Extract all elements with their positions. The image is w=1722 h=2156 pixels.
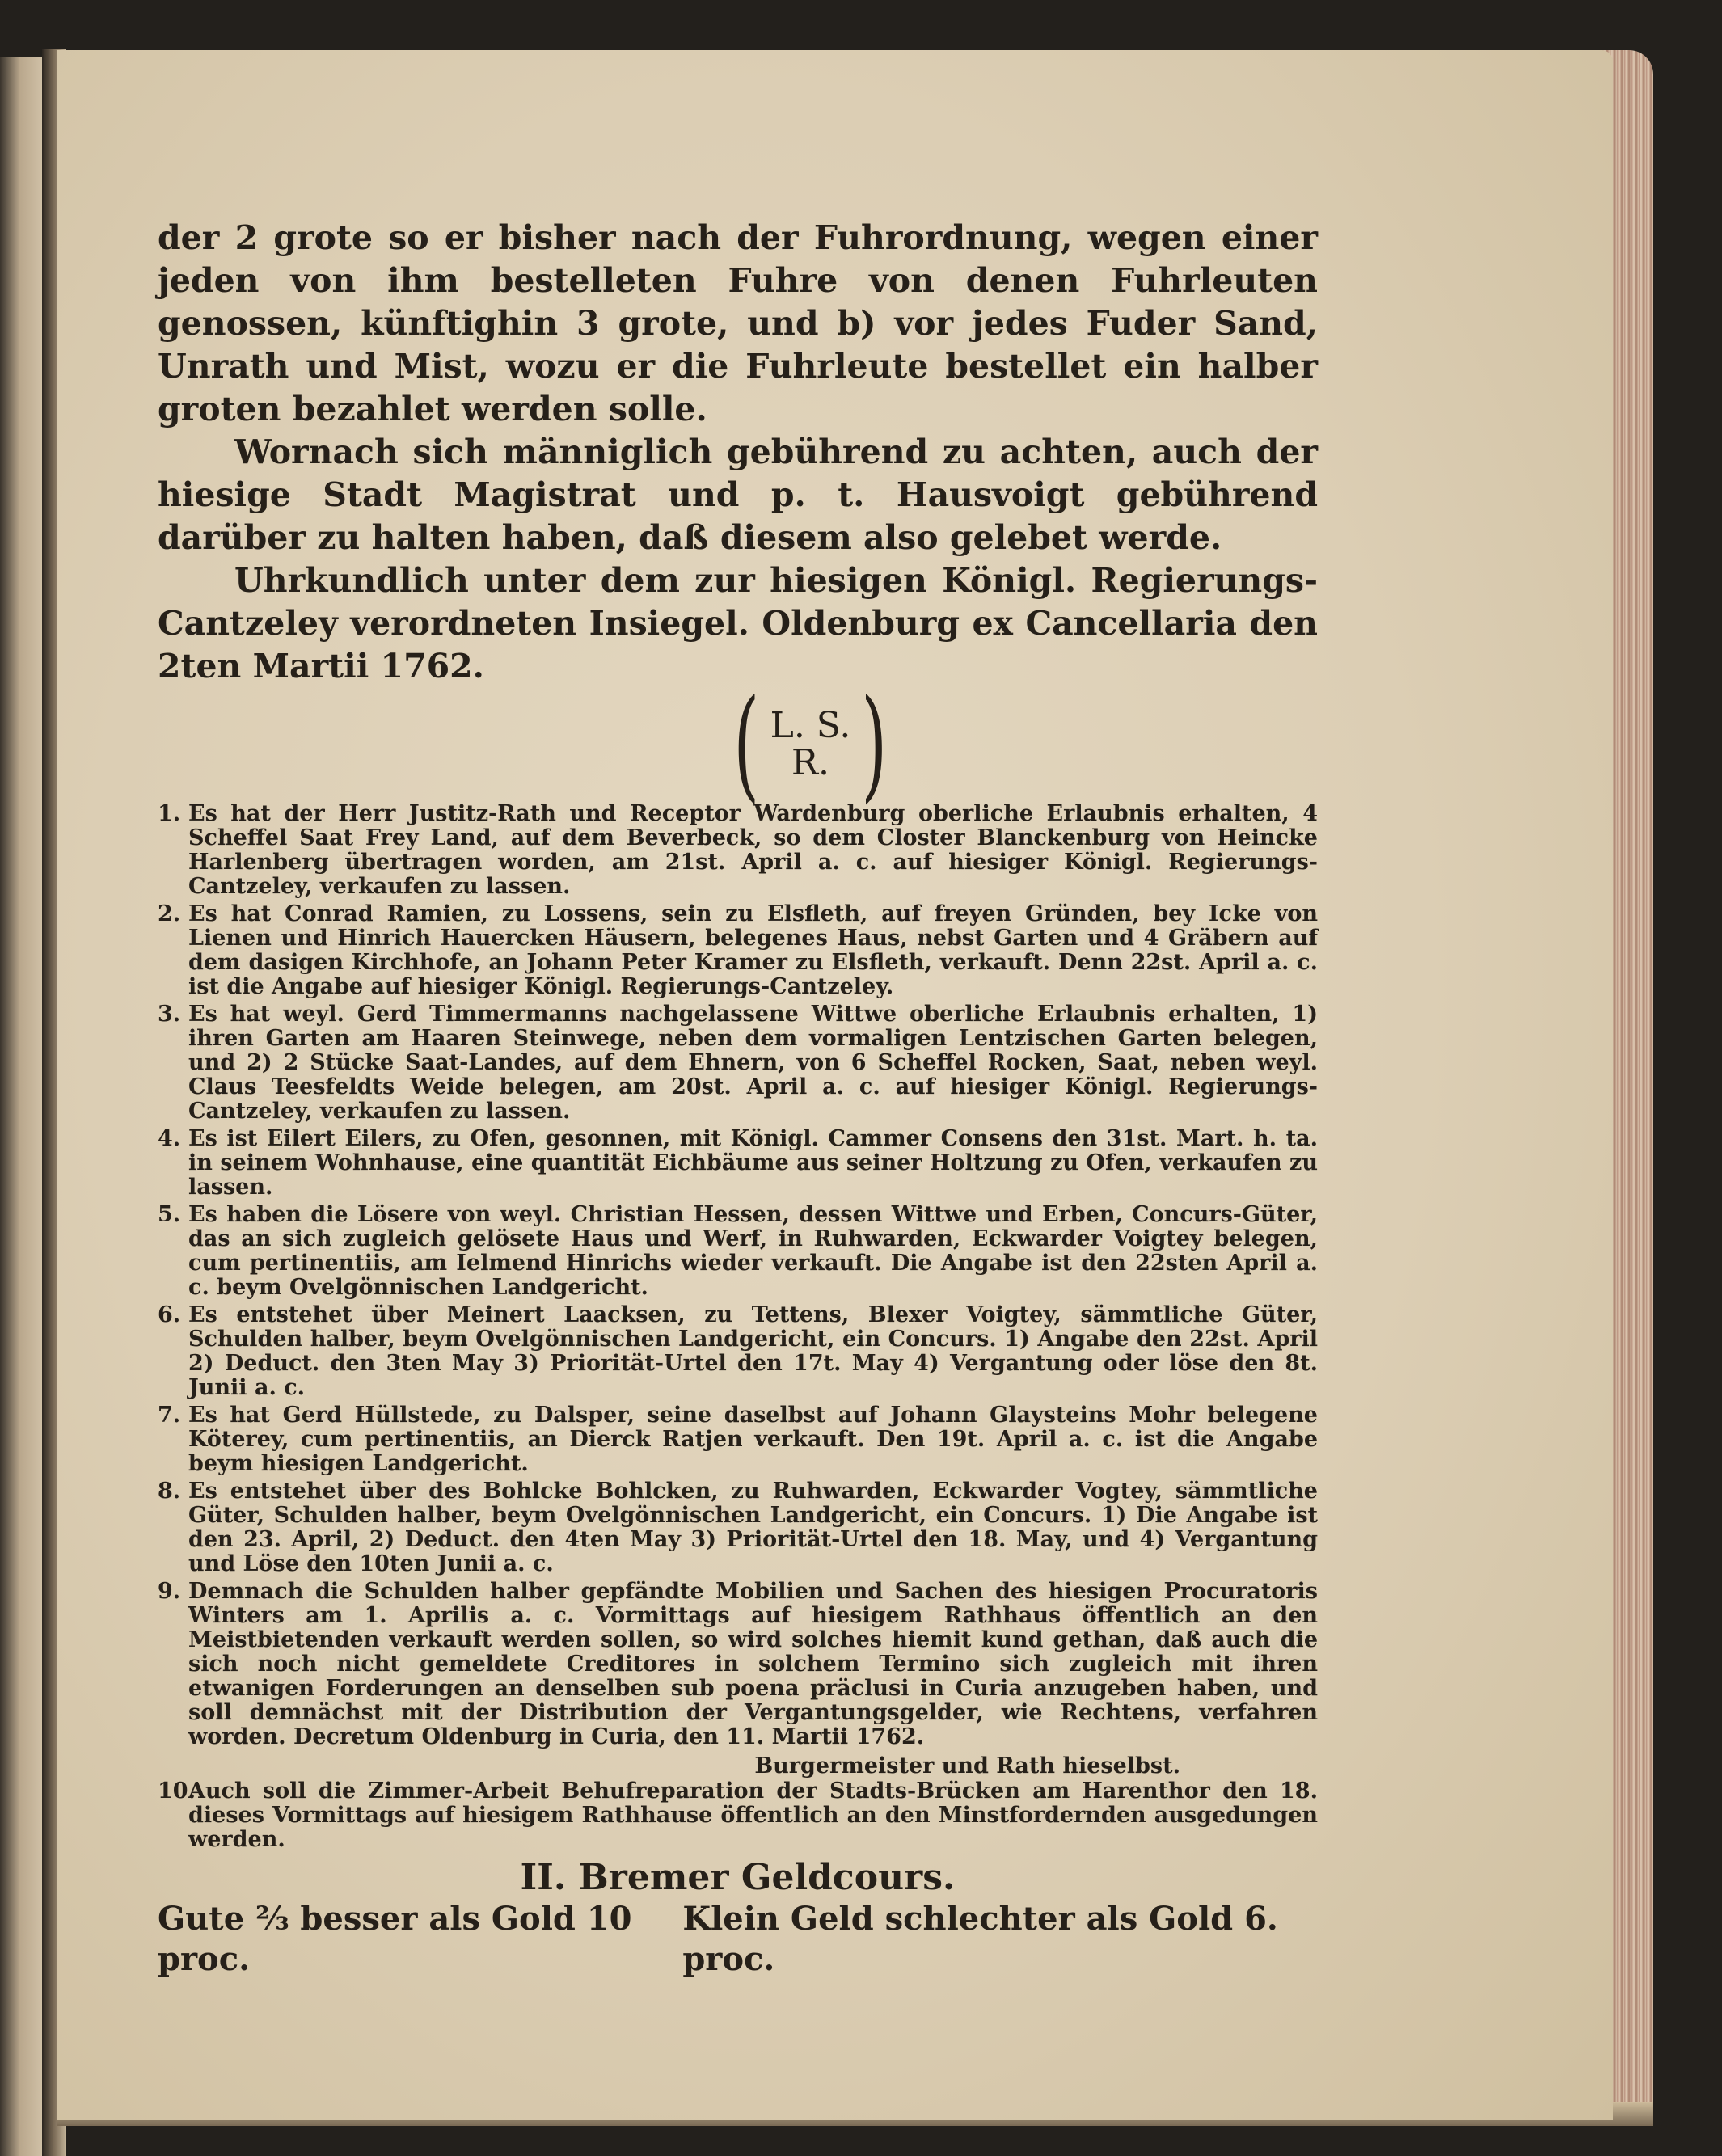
item-number: 3. — [158, 1002, 181, 1027]
item-number: 9. — [158, 1579, 181, 1604]
item-text: Demnach die Schulden halber gepfändte Mobilien und Sachen des hiesigen Procuratoris Winters am 1. Aprilis a. c. Vormittags auf hiesigem Rathhaus öffentlich an den Meistbietenden verkauft werden sollen, so wird solches hiemit kund gethan, daß auch die sich noch nicht gemeldete Creditores in solchem Termino sich zugleich mit ihren etwanigen Forderungen an denselben sub poena präclusi in Curia anzugeben haben, und soll demnächst mit der Distribution der Vergantungsgelder, wie Rechtens, verfahren worden. Decretum Oldenburg in Curia, den 11. Martii 1762. — [188, 1579, 1318, 1749]
item-text: Auch soll die Zimmer-Arbeit Behufreparation der Stadts-Brücken am Harenthor den 18. dieses Vormittags auf hiesigem Rathhause öffentlich an den Minstfordernden ausgedungen werden. — [188, 1778, 1318, 1852]
notice-item — [158, 1127, 1318, 1200]
seal-bottom: R. — [791, 742, 830, 783]
exchange-rates — [158, 1899, 1318, 1980]
item-number: 5. — [158, 1202, 181, 1227]
seal-letters — [770, 707, 851, 782]
signature-line: Burgermeister und Rath hieselbst. — [754, 1753, 1180, 1778]
page-text — [158, 217, 1318, 1980]
item-number: 7. — [158, 1403, 181, 1428]
notice-item — [158, 902, 1318, 999]
section-heading: II. Bremer Geldcours. — [520, 1857, 956, 1898]
notice-item — [158, 1203, 1318, 1300]
intro-paragraph-2: Wornach sich männiglich gebührend zu achten, auch der hiesige Stadt Magistrat und p. t. Hausvoigt gebührend darüber zu halten haben, daß diesem also gelebet werde. — [158, 432, 1318, 557]
item-number: 1. — [158, 801, 181, 826]
notice-item — [158, 1403, 1318, 1476]
item-text: Es ist Eilert Eilers, zu Ofen, gesonnen, mit Königl. Cammer Consens den 31st. Mart. h. ta. in seinem Wohnhause, eine quantität Eichbäume aus seiner Holtzung zu Ofen, verkaufen zu lassen. — [188, 1126, 1318, 1200]
item-number: 8. — [158, 1479, 181, 1504]
intro-paragraph-3: Uhrkundlich unter dem zur hiesigen Königl. Regierungs-Cantzeley verordneten Insiegel. Oldenburg ex Cancellaria den 2ten Martii 1762. — [158, 561, 1318, 686]
item-number: 6. — [158, 1302, 181, 1327]
notice-item — [158, 1779, 1318, 1852]
item-text: Es entstehet über Meinert Laacksen, zu Tettens, Blexer Voigtey, sämmtliche Güter, Schulden halber, beym Ovelgönnischen Landgericht, ein Concurs. 1) Angabe den 22st. April 2) Deduct. den 3ten May 3) Priorität-Urtel den 17t. May 4) Vergantung oder löse den 8t. Junii a. c. — [188, 1302, 1318, 1400]
item-text: Es hat weyl. Gerd Timmermanns nachgelassene Wittwe oberliche Erlaubnis erhalten, 1) ihren Garten am Haaren Steinwege, neben dem vormaligen Lentzischen Garten belegen, und 2) 2 Stücke Saat-Landes, auf dem Ehnern, von 6 Scheffel Rocken, Saat, neben weyl. Claus Teesfeldts Weide belegen, am 20st. April a. c. auf hiesiger Königl. Regierungs-Cantzeley, verkaufen zu lassen. — [188, 1002, 1318, 1124]
notice-item — [158, 802, 1318, 899]
item-text: Es haben die Lösere von weyl. Christian Hessen, dessen Wittwe und Erben, Concurs-Güter, das an sich zugleich gelösete Haus und Werf, in Ruhwarden, Eckwarder Voigtey belegen, cum pertinentiis, am Ielmend Hinrichs wieder verkauft. Die Angabe ist den 22sten April a. c. beym Ovelgönnischen Landgericht. — [188, 1202, 1318, 1300]
item-text: Es hat Conrad Ramien, zu Lossens, sein zu Elsfleth, auf freyen Gründen, bey Icke von Lienen und Hinrich Hauercken Häusern, belegenes Haus, nebst Garten und 4 Gräbern auf dem dasigen Kirchhofe, an Johann Peter Kramer zu Elsfleth, verkauft. Denn 22st. April a. c. ist die Angabe auf hiesiger Königl. Regierungs-Cantzeley. — [188, 901, 1318, 999]
rate-left: Gute ⅔ besser als Gold 10 proc. — [158, 1900, 632, 1978]
seal-left-parenthesis: ( — [733, 674, 760, 815]
seal-mark — [303, 674, 1318, 815]
item-number: 10. — [158, 1778, 196, 1804]
item-text: Es entstehet über des Bohlcke Bohlcken, zu Ruhwarden, Eckwarder Vogtey, sämmtliche Güter, Schulden halber, beym Ovelgönnischen Landgericht, ein Concurs. 1) Die Angabe ist den 23. April, 2) Deduct. den 4ten May 3) Priorität-Urtel den 18. May, und 4) Vergantung und Löse den 10ten Junii a. c. — [188, 1479, 1318, 1576]
seal-right-parenthesis: ) — [861, 674, 888, 815]
notice-item — [158, 1303, 1318, 1400]
notice-item — [158, 1479, 1318, 1576]
intro-paragraph-1: der 2 grote so er bisher nach der Fuhrordnung, wegen einer jeden von ihm bestelleten Fuhre von denen Fuhrleuten genossen, künftighin 3 grote, und b) vor jedes Fuder Sand, Unrath und Mist, wozu er die Fuhrleute bestellet ein halber groten bezahlet werden solle. — [158, 218, 1318, 428]
item-text: Es hat der Herr Justitz-Rath und Receptor Wardenburg oberliche Erlaubnis erhalten, 4 Scheffel Saat Frey Land, auf dem Beverbeck, so dem Closter Blanckenburg von Heincke Harlenberg übertragen worden, am 21st. April a. c. auf hiesiger Königl. Regierungs-Cantzeley, verkaufen zu lassen. — [188, 801, 1318, 899]
seal-top: L. S. — [770, 705, 851, 746]
item-number: 4. — [158, 1126, 181, 1151]
notice-item — [158, 1002, 1318, 1124]
item-number: 2. — [158, 901, 181, 926]
notice-item — [158, 1580, 1318, 1749]
item-text: Es hat Gerd Hüllstede, zu Dalsper, seine daselbst auf Johann Glaysteins Mohr belegene Köterey, cum pertinentiis, an Dierck Ratjen verkauft. Den 19t. April a. c. ist die Angabe beym hiesigen Landgericht. — [188, 1403, 1318, 1476]
rate-right: Klein Geld schlechter als Gold 6. proc. — [682, 1900, 1278, 1978]
